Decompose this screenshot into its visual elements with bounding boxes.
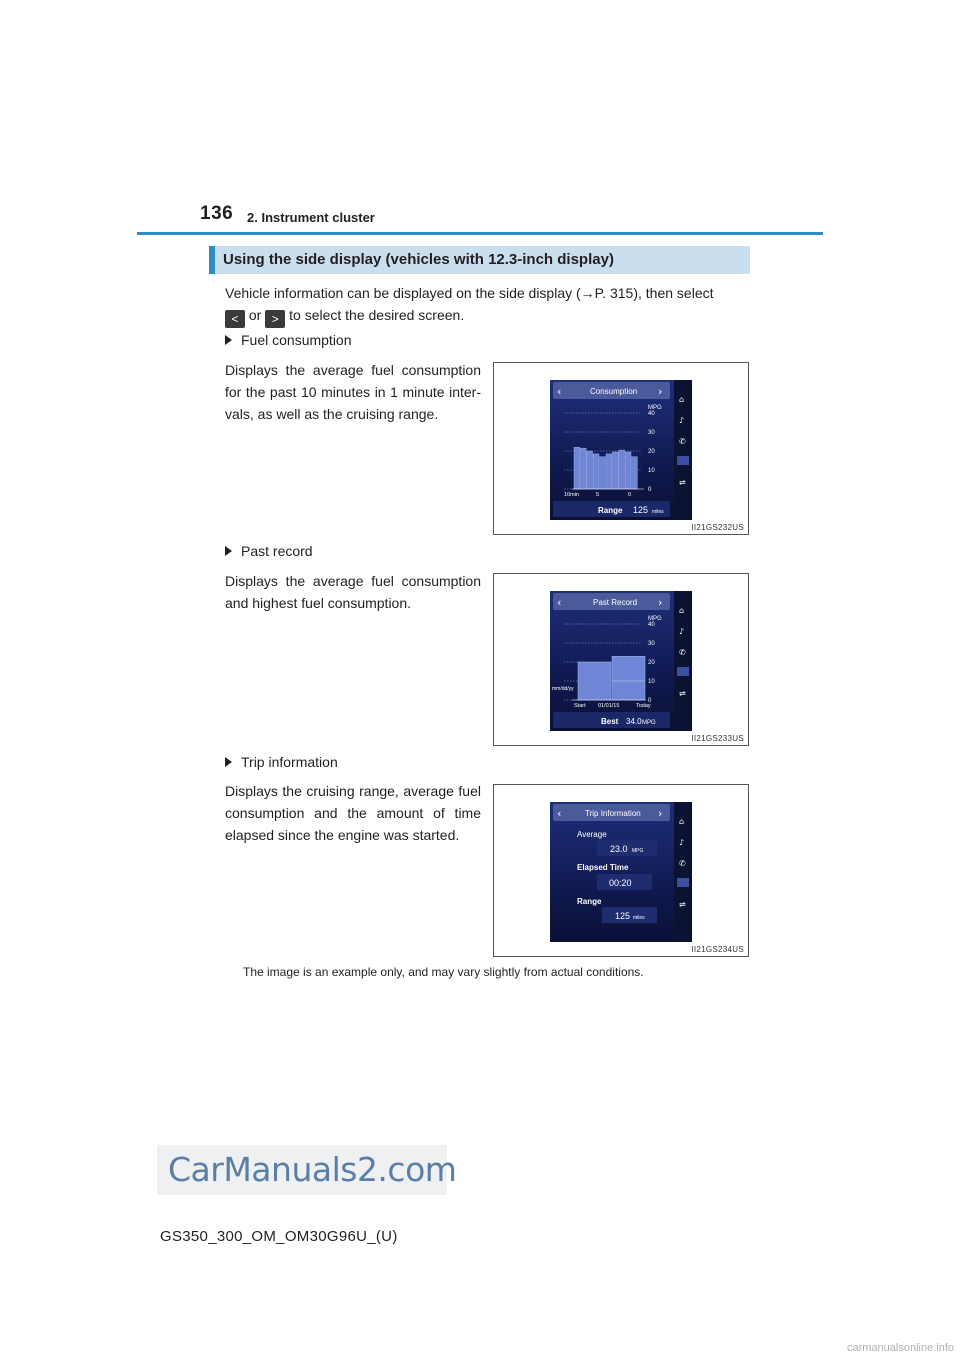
- footer-code: GS350_300_OM_OM30G96U_(U): [160, 1228, 398, 1245]
- heading-fuel-consumption: [225, 332, 352, 348]
- consumption-bar: [587, 451, 593, 489]
- intro-paragraph: [225, 282, 750, 328]
- side-info-icon: [677, 667, 689, 676]
- section-title: Using the side display (vehicles with 12.3-inch display): [223, 251, 614, 268]
- desc-fuel-consumption: Displays the average fuel consumption for the past 10 minutes in 1 minute inter-vals, as well as the cruising range.: [225, 362, 481, 422]
- side-phone-icon: ✆: [679, 437, 686, 446]
- header-rule: [137, 232, 823, 235]
- side-music-icon: ♪: [679, 416, 685, 425]
- consumption-bar: [593, 454, 599, 489]
- average-label: Average: [577, 830, 607, 839]
- x-tick-label: 10min: [564, 492, 579, 498]
- y-tick-label: 30: [648, 430, 655, 436]
- intro-part1: Vehicle information can be displayed on the side display (: [225, 285, 581, 301]
- side-phone-icon: ✆: [679, 648, 686, 657]
- range-label: Range: [577, 897, 602, 906]
- ref-arrow: →: [580, 285, 595, 301]
- side-music-icon: ♪: [679, 627, 685, 636]
- triangle-bullet-icon: [225, 335, 232, 345]
- consumption-screen: [494, 363, 748, 534]
- side-car-icon: ⇌: [679, 689, 686, 698]
- heading-trip-information: [225, 754, 338, 770]
- image-caption: The image is an example only, and may vary slightly from actual conditions.: [243, 965, 644, 979]
- y-tick-label: 10: [648, 679, 655, 685]
- chevron-right-icon: >: [265, 310, 285, 328]
- desc-trip-information: Displays the cruising range, average fuel consumption and the amount of time elapsed since the engine was started.: [225, 783, 481, 843]
- screen-title: Consumption: [590, 387, 638, 396]
- image-code: II21GS233US: [691, 734, 744, 743]
- intro-or: or: [248, 307, 262, 323]
- elapsed-label: Elapsed Time: [577, 863, 629, 872]
- side-home-icon: ⌂: [679, 606, 685, 615]
- y-tick-label: 0: [648, 487, 652, 493]
- image-code: II21GS232US: [691, 523, 744, 532]
- range-unit: miles: [633, 915, 645, 921]
- y-tick-label: 0: [648, 698, 652, 704]
- screen-chevron-left-icon: ‹: [557, 385, 562, 398]
- trip-information-screen: [494, 785, 748, 956]
- past-record-bar: [578, 662, 611, 700]
- figure-trip-information: [493, 784, 749, 957]
- section-accent: [209, 246, 215, 274]
- x-tick-label: 0: [628, 492, 632, 498]
- side-home-icon: ⌂: [679, 817, 685, 826]
- best-value: 34.0: [626, 717, 642, 726]
- chapter-title: 2. Instrument cluster: [247, 210, 375, 225]
- heading-text: Past record: [241, 543, 313, 559]
- range-unit: miles: [652, 509, 664, 515]
- screen-chevron-left-icon: ‹: [557, 807, 562, 820]
- consumption-bar: [612, 452, 618, 489]
- triangle-bullet-icon: [225, 546, 232, 556]
- consumption-bar: [580, 448, 586, 489]
- side-phone-icon: ✆: [679, 859, 686, 868]
- desc-past-record: Displays the average fuel consumption and highest fuel consumption.: [225, 573, 481, 611]
- screen-chevron-left-icon: ‹: [557, 596, 562, 609]
- consumption-bar: [619, 450, 625, 489]
- y-tick-label: 40: [648, 411, 655, 417]
- past-record-screen: [494, 574, 748, 745]
- y-tick-label: 40: [648, 622, 655, 628]
- consumption-bar: [574, 447, 580, 489]
- past-record-bar: [612, 656, 645, 700]
- intro-ref: P. 315), then select: [594, 285, 714, 301]
- side-music-icon: ♪: [679, 838, 685, 847]
- best-unit: MPG: [642, 720, 656, 726]
- screen-chevron-right-icon: ›: [658, 596, 663, 609]
- watermark-logo: CarManuals2.com: [168, 1150, 457, 1189]
- heading-text: Fuel consumption: [241, 332, 352, 348]
- side-info-icon: [677, 456, 689, 465]
- average-value: 23.0: [610, 844, 628, 854]
- screen-title: Past Record: [593, 598, 638, 607]
- y-tick-label: 30: [648, 641, 655, 647]
- side-car-icon: ⇌: [679, 900, 686, 909]
- figure-past-record: [493, 573, 749, 746]
- x-tick-label: Today: [636, 703, 651, 709]
- average-unit: MPG: [632, 848, 644, 854]
- page-number: 136: [200, 203, 234, 224]
- y-tick-label: 20: [648, 660, 655, 666]
- consumption-bar: [632, 457, 638, 489]
- screen-chevron-right-icon: ›: [658, 385, 663, 398]
- range-value: 125: [633, 505, 649, 515]
- y-tick-label: 10: [648, 468, 655, 474]
- heading-text: Trip information: [241, 754, 338, 770]
- corner-watermark: carmanualsonline.info: [846, 1342, 954, 1354]
- side-home-icon: ⌂: [679, 395, 685, 404]
- heading-past-record: [225, 543, 313, 559]
- section-heading: [209, 246, 750, 274]
- side-info-icon: [677, 878, 689, 887]
- x-tick-label: Start: [574, 703, 586, 709]
- elapsed-value: 00:20: [609, 878, 632, 888]
- past-record-bars: [572, 656, 646, 700]
- best-label: Best: [601, 717, 619, 726]
- triangle-bullet-icon: [225, 757, 232, 767]
- consumption-bar: [606, 454, 612, 489]
- x-labels: [574, 703, 651, 709]
- y-tick-label: 20: [648, 449, 655, 455]
- consumption-bar: [600, 457, 606, 489]
- screen-title: Trip Information: [585, 809, 641, 818]
- figure-consumption: [493, 362, 749, 535]
- chevron-left-icon: <: [225, 310, 245, 328]
- side-car-icon: ⇌: [679, 478, 686, 487]
- intro-part2: to select the desired screen.: [289, 307, 465, 323]
- unit-label: MPG: [648, 616, 662, 622]
- consumption-bar: [625, 452, 631, 489]
- range-label: Range: [598, 506, 623, 515]
- unit-label: MPG: [648, 405, 662, 411]
- image-code: II21GS234US: [691, 945, 744, 954]
- screen-chevron-right-icon: ›: [658, 807, 663, 820]
- x-tick-label: 5: [596, 492, 600, 498]
- date-format-label: mm/dd/yy: [552, 686, 574, 692]
- x-tick-label: 01/01/15: [598, 703, 620, 709]
- range-value: 125: [615, 911, 631, 921]
